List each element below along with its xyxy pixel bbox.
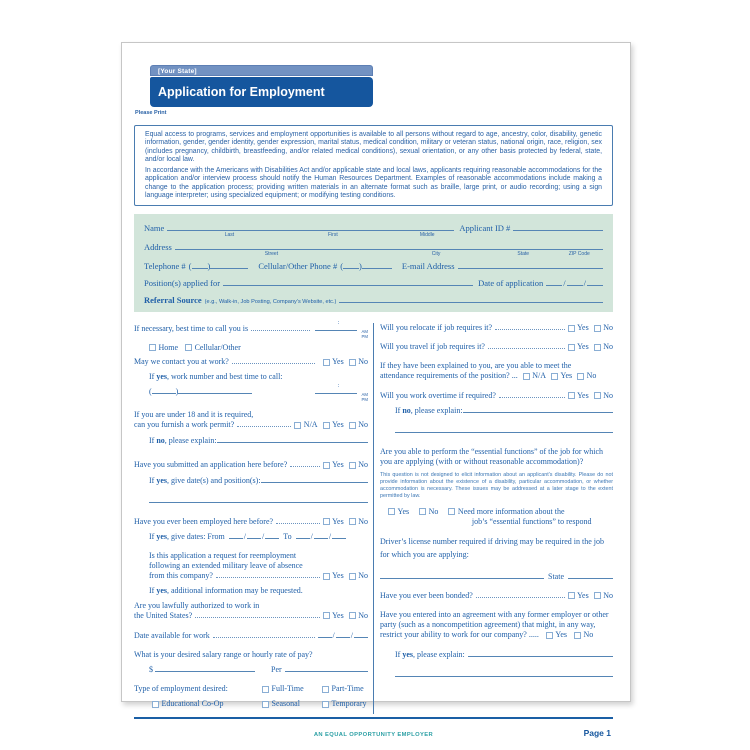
email-label: E-mail Address — [401, 261, 455, 272]
checkbox-no[interactable]: No — [349, 357, 368, 367]
address-field[interactable] — [175, 242, 603, 258]
am-pm-label: AM PM — [361, 392, 368, 403]
checkbox-yes[interactable]: Yes — [546, 630, 567, 640]
referral-source-hint: (e.g., Walk-in, Job Posting, Company’s Website, etc.) — [204, 299, 337, 306]
dotted-leader — [499, 392, 565, 398]
essential-functions-fineprint: This question is not designed to elicit information about an applicant’s disability. Please do not provide information about the existence of a disability, particular accommodation, or whether accommodation is necessary. These issues may be addressed at a later stage to the extent permitted by law. — [380, 471, 613, 499]
permit-explain-row: If no, please explain: — [149, 435, 368, 446]
checkbox-yes[interactable]: Yes — [388, 507, 409, 517]
overtime-question: Will you work overtime if required? Yes No — [380, 390, 613, 400]
checkbox-icon[interactable] — [349, 359, 356, 366]
date-app-month-field[interactable] — [546, 278, 562, 286]
checkbox-icon[interactable] — [323, 422, 330, 429]
work-permit-question-l1: If you are under 18 and it is required, — [134, 410, 254, 420]
checkbox-na[interactable]: N/A — [294, 420, 317, 430]
checkbox-yes[interactable]: Yes — [323, 517, 344, 527]
noncompete-question: Have you entered into an agreement with any former employer or other party (such as a noncompetition agreement) that might, in any way, restrict your ability to work for our company? ..... Yes No — [380, 609, 609, 639]
overtime-explain-field[interactable] — [463, 405, 613, 413]
travel-question: Will you travel if job requires it? Yes No — [380, 342, 613, 352]
date-app-year-field[interactable] — [587, 278, 603, 286]
eeo-paragraph-1: Equal access to programs, services and employment opportunities is available to all persons without regard to age, ancestry, color, disability, genetic information, gender, gender identity, gender expression, marital status, medical condition, military or veteran status, national origin, race, religion, sex (includes pregnancy, childbirth, breastfeeding, and/or related medical conditions), sexual orientation, or any other basis protected by federal, state, and/or local law. — [145, 131, 602, 163]
checkbox-no[interactable]: No — [349, 460, 368, 470]
time-colon: : — [337, 320, 340, 327]
avail-day-field[interactable] — [336, 630, 350, 638]
to-month-field[interactable] — [296, 531, 310, 539]
form-title: Application for Employment — [150, 77, 373, 107]
salary-question: What is your desired salary range or hourly rate of pay? — [134, 649, 313, 659]
applicant-id-label: Applicant ID # — [459, 223, 511, 234]
from-day-field[interactable] — [247, 531, 261, 539]
checkbox-icon[interactable] — [185, 344, 192, 351]
work-permit-question-l2: can you furnish a work permit? N/A Yes No — [134, 420, 368, 430]
contact-work-text: May we contact you at work? — [134, 357, 229, 367]
address-sub-state: State — [517, 251, 530, 258]
address-row — [144, 242, 603, 258]
dotted-leader — [276, 518, 320, 524]
eeo-paragraph-2: In accordance with the Americans with Disabilities Act and/or applicable state and local laws, applicants requiring reasonable accommodations for the application and/or interview process should notify the Human Resources Department. Examples of reasonable accommodations include making a change to the application process; providing written materials in an alternate format such as braille, large print, or audio recording; using a sign language interpreter; using specialized equipment; or modifying testing conditions. — [145, 167, 602, 199]
noncompete-explain-field-2[interactable] — [395, 669, 613, 677]
employed-dates-row: If yes, give dates: From / / To / / — [149, 531, 368, 542]
checkbox-icon[interactable] — [568, 592, 575, 599]
checkbox-icon[interactable] — [323, 612, 330, 619]
lawful-question-l1: Are you lawfully authorized to work in — [134, 600, 260, 610]
telephone-field[interactable] — [207, 261, 248, 272]
phone-row — [144, 261, 603, 271]
license-number-field[interactable] — [380, 571, 544, 579]
checkbox-no[interactable]: No — [594, 591, 613, 601]
submitted-dates-row-2 — [149, 495, 368, 503]
submitted-dates-row: If yes, give date(s) and position(s): — [149, 475, 368, 486]
checkbox-icon[interactable] — [322, 701, 329, 708]
address-label: Address — [144, 242, 172, 253]
dotted-leader — [251, 325, 309, 331]
noncompete-explain-row-2 — [395, 669, 613, 677]
checkbox-no[interactable]: No — [577, 371, 596, 381]
dotted-leader — [495, 324, 564, 330]
permit-explain-field[interactable] — [217, 435, 368, 443]
reemployment-note: If yes, additional information may be requested. — [149, 586, 303, 596]
checkbox-yes[interactable]: Yes — [568, 323, 589, 333]
submitted-dates-field[interactable] — [261, 475, 368, 483]
from-month-field[interactable] — [229, 531, 243, 539]
cellular-paren-open: ( — [340, 261, 344, 272]
employment-type-label: Type of employment desired: — [134, 684, 228, 694]
salary-amount-field[interactable] — [155, 664, 255, 672]
noncompete-explain-row: If yes, please explain: — [395, 649, 613, 660]
checkbox-yes[interactable]: Yes — [323, 357, 344, 367]
questions-right-column — [380, 323, 613, 713]
checkbox-no[interactable]: No — [349, 571, 368, 581]
employed-before-question: Have you ever been employed here before? Yes No — [134, 516, 368, 526]
checkbox-icon[interactable] — [448, 508, 455, 515]
checkbox-icon[interactable] — [574, 632, 581, 639]
column-divider — [373, 323, 374, 713]
avail-month-field[interactable] — [318, 630, 332, 638]
checkbox-no[interactable]: No — [594, 342, 613, 352]
per-label: Per — [271, 665, 282, 675]
checkbox-icon[interactable] — [149, 344, 156, 351]
cellular-paren-close: ) — [359, 261, 362, 272]
checkbox-no[interactable]: No — [419, 507, 438, 517]
checkbox-icon[interactable] — [551, 373, 558, 380]
checkbox-temporary[interactable]: Temporary — [322, 699, 366, 709]
attendance-question-l2: attendance requirements of the position? ... N/A Yes No — [380, 371, 597, 381]
reemployment-question-l3: from this company? Yes No — [149, 571, 368, 581]
referral-row — [144, 295, 603, 305]
address-sub-zip: ZIP Code — [568, 251, 590, 258]
work-number-field[interactable] — [178, 386, 252, 394]
cellular-field[interactable] — [362, 261, 392, 269]
questions-section — [134, 320, 613, 713]
date-available-question: Date available for work / / — [134, 630, 368, 641]
checkbox-icon[interactable] — [546, 632, 553, 639]
footer-rule — [134, 717, 613, 719]
address-sub-street: Street — [264, 251, 279, 258]
dotted-leader — [232, 358, 315, 364]
telephone-paren-open: ( — [188, 261, 192, 272]
checkbox-no[interactable]: No — [349, 611, 368, 621]
position-field[interactable] — [223, 278, 473, 286]
checkbox-yes[interactable]: Yes — [323, 460, 344, 470]
date-slash-1: / — [563, 278, 566, 289]
checkbox-icon[interactable] — [152, 701, 159, 708]
checkbox-full-time[interactable]: Full-Time — [262, 684, 322, 694]
dotted-leader — [216, 572, 320, 578]
telephone-label: Telephone # — [144, 261, 186, 272]
if-yes-work-number: If yes, work number and best time to call: — [149, 371, 283, 381]
submitted-before-question: Have you submitted an application here before? Yes No — [134, 459, 368, 469]
checkbox-icon[interactable] — [349, 612, 356, 619]
checkbox-icon[interactable] — [594, 392, 601, 399]
overtime-explain-field-2[interactable] — [395, 425, 613, 433]
checkbox-no[interactable]: No — [349, 517, 368, 527]
checkbox-icon[interactable] — [568, 325, 575, 332]
checkbox-icon[interactable] — [349, 422, 356, 429]
checkbox-icon[interactable] — [388, 508, 395, 515]
checkbox-icon[interactable] — [349, 573, 356, 580]
attendance-question-l1: If they have been explained to you, are you able to meet the — [380, 361, 572, 371]
checkbox-icon[interactable] — [594, 344, 601, 351]
checkbox-icon[interactable] — [594, 325, 601, 332]
questions-left-column — [134, 320, 368, 713]
checkbox-no[interactable]: No — [594, 323, 613, 333]
work-areacode-field[interactable] — [152, 386, 176, 394]
name-field[interactable] — [167, 223, 454, 239]
checkbox-icon[interactable] — [323, 462, 330, 469]
eeo-notice-box — [134, 125, 613, 206]
overtime-explain-row-2 — [395, 425, 613, 433]
position-label: Position(s) applied for — [144, 278, 221, 289]
reemployment-question-l2: following an extended military leave of absence — [149, 561, 303, 571]
application-form-sheet — [121, 42, 631, 738]
checkbox-icon[interactable] — [262, 701, 269, 708]
dotted-leader — [290, 461, 319, 467]
noncompete-explain-field[interactable] — [468, 649, 613, 657]
checkbox-icon[interactable] — [419, 508, 426, 515]
checkbox-no[interactable]: No — [594, 391, 613, 401]
dotted-leader — [476, 592, 565, 598]
drivers-license-question: Driver’s license number required if driving may be required in the job for which you are applying: — [380, 537, 605, 559]
checkbox-yes[interactable]: Yes — [568, 591, 589, 601]
checkbox-yes[interactable]: Yes — [323, 571, 344, 581]
best-time-text: If necessary, best time to call you is — [134, 324, 249, 334]
license-state-label: State — [548, 571, 564, 581]
checkbox-yes[interactable]: Yes — [323, 611, 344, 621]
checkbox-icon[interactable] — [294, 422, 301, 429]
footer — [134, 723, 613, 741]
to-day-field[interactable] — [314, 531, 328, 539]
paren-open: ( — [149, 387, 152, 397]
email-field[interactable] — [458, 261, 603, 269]
checkbox-yes[interactable]: Yes — [568, 391, 589, 401]
checkbox-no[interactable]: No — [574, 630, 593, 640]
dotted-leader — [488, 343, 565, 349]
dotted-leader — [213, 632, 315, 638]
checkbox-na[interactable]: N/A — [523, 371, 546, 381]
bonded-question: Have you ever been bonded? Yes No — [380, 590, 613, 600]
telephone-areacode-field[interactable] — [192, 261, 208, 269]
overtime-explain-row: If no, please explain: — [395, 405, 613, 416]
referral-source-label: Referral Source — [144, 295, 202, 306]
relocate-question: Will you relocate if job requires it? Yes No — [380, 323, 613, 333]
checkbox-icon[interactable] — [323, 518, 330, 525]
to-label: To — [283, 532, 292, 542]
date-app-day-field[interactable] — [567, 278, 583, 286]
referral-source-field[interactable] — [339, 295, 603, 303]
applicant-info-panel — [134, 214, 613, 312]
checkbox-cellular-other[interactable]: Cellular/Other — [185, 343, 241, 353]
license-state-field[interactable] — [568, 571, 613, 579]
salary-fields-row — [149, 664, 368, 675]
to-year-field[interactable] — [332, 531, 346, 539]
checkbox-icon[interactable] — [262, 686, 269, 693]
license-fields-row — [380, 571, 613, 582]
checkbox-yes[interactable]: Yes — [551, 371, 572, 381]
essential-functions-options — [380, 507, 613, 527]
employment-type-row-2 — [134, 699, 368, 709]
name-row — [144, 223, 603, 239]
telephone-paren-close: ) — [207, 261, 211, 272]
from-year-field[interactable] — [265, 531, 279, 539]
address-sub-city: City — [431, 251, 441, 258]
checkbox-yes[interactable]: Yes — [323, 420, 344, 430]
essential-functions-question: Are you able to perform the “essential functions” of the job for which you are applying (with or without reasonable accommodation)? — [380, 447, 604, 467]
checkbox-icon[interactable] — [323, 573, 330, 580]
contact-at-work-question — [134, 357, 368, 367]
equal-opportunity-text: AN EQUAL OPPORTUNITY EMPLOYER — [313, 731, 434, 738]
cellular-areacode-field[interactable] — [343, 261, 359, 269]
reemployment-question-l1: Is this application a request for reemployment — [149, 551, 297, 561]
checkbox-need-more-info[interactable]: Need more information about the job’s “essential functions” to respond — [448, 507, 591, 527]
checkbox-icon[interactable] — [594, 592, 601, 599]
checkbox-educational-coop[interactable]: Educational Co-Op — [152, 699, 262, 709]
best-time-question — [134, 320, 368, 340]
cellular-label: Cellular/Other Phone # — [258, 261, 338, 272]
checkbox-icon[interactable] — [523, 373, 530, 380]
best-time-field[interactable] — [315, 320, 357, 331]
work-number-fields — [149, 383, 368, 403]
avail-year-field[interactable] — [354, 630, 368, 638]
paren-close: ) — [175, 387, 179, 397]
checkbox-icon[interactable] — [349, 462, 356, 469]
state-tab: [Your State] — [150, 65, 373, 76]
checkbox-icon[interactable] — [577, 373, 584, 380]
work-call-time-field[interactable] — [315, 383, 357, 394]
applicant-id-field[interactable] — [513, 223, 603, 231]
checkbox-home[interactable]: Home — [149, 343, 178, 353]
name-label: Name — [144, 223, 165, 234]
checkbox-no[interactable]: No — [349, 420, 368, 430]
checkbox-yes[interactable]: Yes — [568, 342, 589, 352]
checkbox-seasonal[interactable]: Seasonal — [262, 699, 322, 709]
please-print-note: Please Print — [135, 110, 167, 116]
am-pm-label: AM PM — [361, 329, 368, 340]
position-row — [144, 278, 603, 288]
checkbox-icon[interactable] — [349, 518, 356, 525]
date-slash-2: / — [583, 278, 586, 289]
employment-type-row-1 — [134, 684, 368, 694]
checkbox-icon[interactable] — [568, 344, 575, 351]
lawful-question-l2: the United States? Yes No — [134, 610, 368, 620]
page-number: Page 1 — [583, 727, 611, 738]
checkbox-icon[interactable] — [322, 686, 329, 693]
dotted-leader — [195, 612, 319, 618]
name-sub-last: Last — [224, 232, 235, 239]
dollar-sign: $ — [149, 665, 153, 675]
phone-type-options — [149, 343, 368, 353]
dotted-leader — [237, 421, 291, 427]
name-sub-middle: Middle — [419, 232, 435, 239]
checkbox-icon[interactable] — [323, 359, 330, 366]
salary-per-field[interactable] — [285, 664, 368, 672]
checkbox-part-time[interactable]: Part-Time — [322, 684, 364, 694]
time-colon: : — [337, 383, 340, 390]
checkbox-icon[interactable] — [568, 392, 575, 399]
submitted-dates-field-2[interactable] — [149, 495, 368, 503]
date-application-label: Date of application — [478, 278, 544, 289]
name-sub-first: First — [328, 232, 338, 239]
